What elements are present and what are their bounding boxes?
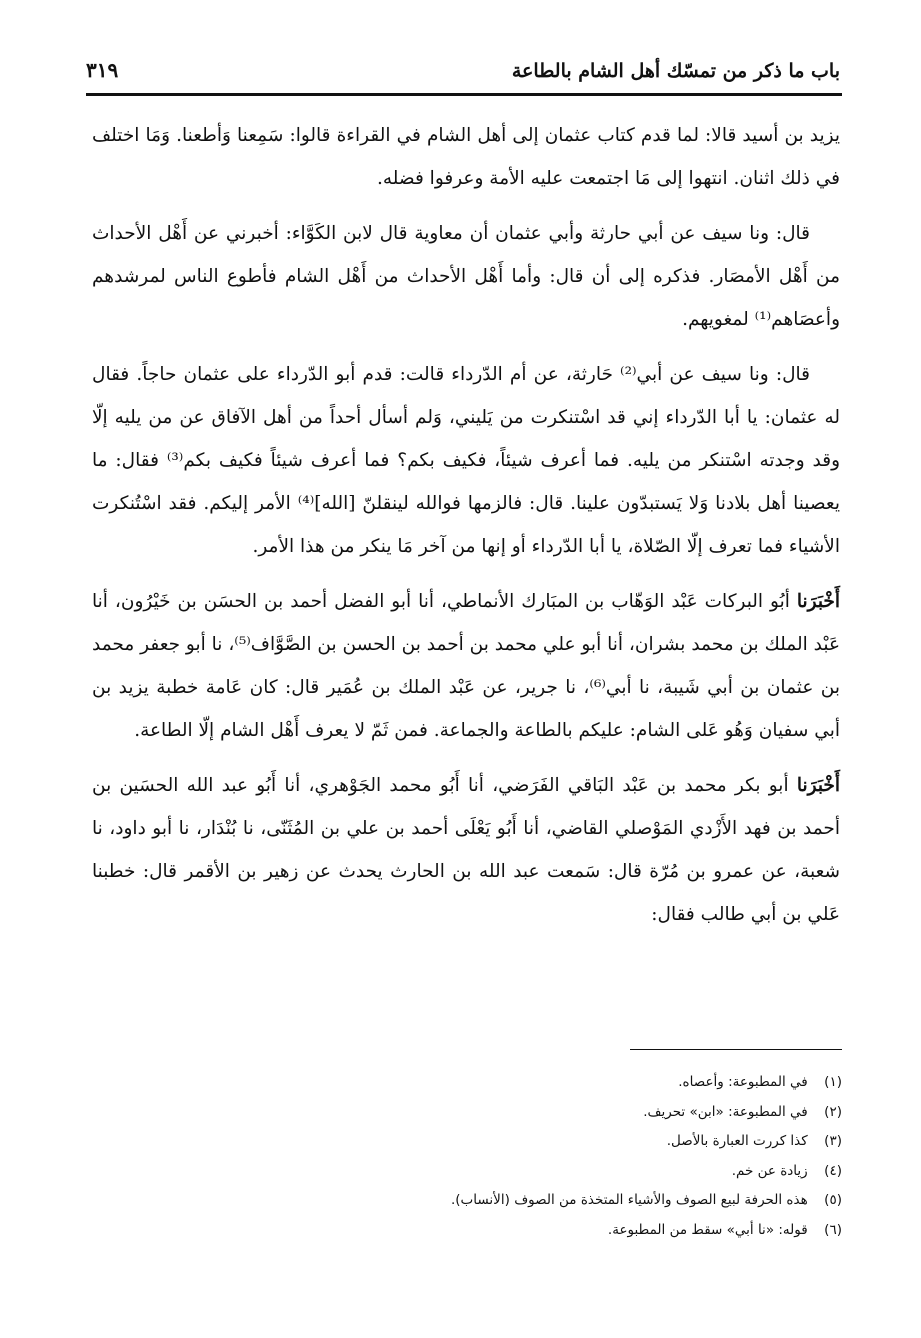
footnote <box>200 1157 842 1187</box>
page-number: ٣١٩ <box>86 58 119 82</box>
paragraph <box>92 580 840 752</box>
paragraph-lead-word: أَخْبَرَنا <box>796 775 840 796</box>
paragraph-text: أبو بكر محمد بن عَبْد البَاقي الفَرَضي، أنا أَبُو محمد الجَوْهري، أنا أَبُو عبد الله الحسَين بن أحمد بن فهد الأَزْدي المَوْصلي القاضي، أنا أَبُو يَعْلَى أحمد بن علي بن المُثَنّى، نا بُنْدَار، نا أبو داود، نا شعبة، عن عمرو بن مُرّة قال: سَمعت عبد الله بن الحارث يحدث عن زهير بن الأقمر قال: خطبنا عَلي بن أبي طالب فقال: <box>92 775 840 925</box>
chapter-title: باب ما ذكر من تمسّك أهل الشام بالطاعة <box>511 60 840 82</box>
footnote-number: (٢) <box>824 1103 842 1120</box>
footnote <box>200 1127 842 1157</box>
footnote-rule <box>630 1049 842 1050</box>
footnote <box>200 1068 842 1098</box>
paragraph-text: قال: ونا سيف عن أبي⁽²⁾ حَارثة، عن أم الدّرداء قالت: قدم أبو الدّرداء على عثمان حاجاً. فقال له عثمان: يا أبا الدّرداء إني قد اسْتنكرت من يَليني، وَلم أسأل أحداً من أهل الآفاق عن من يليه إلّا وقد وجدته اسْتنكر من يليه. فما أعرف شيئاً، فكيف بكم؟ فما أعرف شيئاً فكيف بكم⁽³⁾ فقال: ما يعصينا أهل بلادنا وَلا يَستبدّون علينا. قال: فالزمها فوالله لينقلنّ [الله]⁽⁴⁾ الأمر إليكم. فقد اسْتُنكرت الأشياء فما تعرف إلّا الصّلاة، يا أبا الدّرداء أو إنها من آخر مَا ينكر من هذا الأمر. <box>92 364 840 557</box>
footnote <box>200 1098 842 1128</box>
footnote-text: زيادة عن خم. <box>731 1162 808 1179</box>
footnote-number: (١) <box>824 1074 842 1090</box>
main-text <box>92 114 840 948</box>
paragraph-lead-word: أَخْبَرَنا <box>796 591 840 612</box>
footnote-text: في المطبوعة: وأعصاه. <box>678 1074 808 1090</box>
footnote-text: قوله: «نا أبي» سقط من المطبوعة. <box>607 1221 808 1238</box>
paragraph <box>92 114 840 200</box>
footnote <box>200 1186 842 1216</box>
footnote-number: (٦) <box>824 1221 842 1238</box>
footnotes <box>200 1068 842 1245</box>
paragraph-text: قال: ونا سيف عن أبي حارثة وأبي عثمان أن معاوية قال لابن الكَوَّاء: أخبرني عن أَهْل الأحداث من أَهْل الأمصَار. فذكره إلى أن قال: وأما أَهْل الأحداث من أَهْل الشام فأطوع الناس لمرشدهم وأعصَاهم⁽¹⁾ لمغويهم. <box>92 223 840 330</box>
paragraph-text: يزيد بن أسيد قالا: لما قدم كتاب عثمان إلى أهل الشام في القراءة قالوا: سَمِعنا وَأطعنا. وَمَا اختلف في ذلك اثنان. انتهوا إلى مَا اجتمعت عليه الأمة وعرفوا فضله. <box>92 125 840 189</box>
footnote <box>200 1216 842 1246</box>
running-header <box>86 52 840 92</box>
paragraph <box>92 353 840 568</box>
paragraph-text: أبُو البركات عَبْد الوَهّاب بن المبَارك الأنماطي، أنا أبو الفضل أحمد بن الحسَن بن خَيْرُون، أنا عَبْد الملك بن محمد بشران، أنا أبو علي محمد بن أحمد بن الحسن بن الصَّوَّاف⁽⁵⁾، نا أبو جعفر محمد بن عثمان بن أبي شَيبة، نا أبي⁽⁶⁾، نا جرير، عن عَبْد الملك بن عُمَير قال: كان عَامة خطبة يزيد بن أبي سفيان وَهُو عَلى الشام: عليكم بالطاعة والجماعة. فمن ثَمّ لا يعرف أَهْل الشام إلّا الطاعة. <box>91 591 840 741</box>
footnote-number: (٥) <box>824 1192 842 1208</box>
footnote-number: (٣) <box>824 1133 842 1149</box>
paragraph <box>92 212 840 341</box>
footnote-text: هذه الحرفة لبيع الصوف والأشياء المتخذة من الصوف (الأنساب). <box>451 1192 808 1208</box>
footnote-number: (٤) <box>824 1162 842 1179</box>
footnote-text: كذا كررت العبارة بالأصل. <box>666 1133 808 1149</box>
paragraph <box>92 764 840 936</box>
footnote-text: في المطبوعة: «ابن» تحريف. <box>643 1103 808 1120</box>
header-rule <box>86 93 842 96</box>
